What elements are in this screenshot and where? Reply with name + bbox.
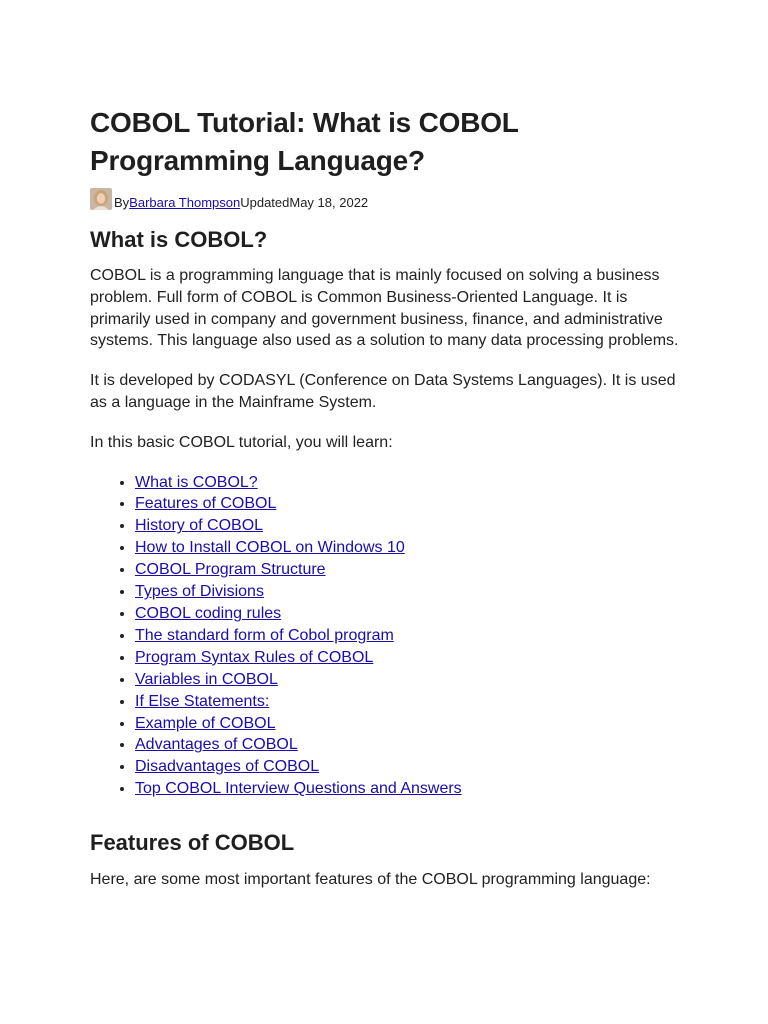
toc-link[interactable]: The standard form of Cobol program	[135, 626, 394, 644]
toc-link[interactable]: COBOL Program Structure	[135, 561, 326, 579]
toc-link[interactable]: COBOL coding rules	[135, 605, 282, 623]
toc-link[interactable]: Example of COBOL	[135, 714, 276, 732]
toc-item	[135, 625, 680, 647]
toc-link[interactable]: Top COBOL Interview Questions and Answers	[135, 780, 462, 798]
toc-link[interactable]: Variables in COBOL	[135, 670, 278, 688]
page-title: COBOL Tutorial: What is COBOL Programming Language?	[90, 107, 519, 176]
toc-item	[135, 581, 680, 603]
toc-link[interactable]: How to Install COBOL on Windows 10	[135, 539, 405, 557]
toc-intro-paragraph: In this basic COBOL tutorial, you will learn:	[90, 433, 393, 451]
byline	[90, 186, 680, 210]
byline-by: By	[114, 195, 130, 210]
toc-item	[135, 734, 680, 756]
intro-paragraph: COBOL is a programming language that is mainly focused on solving a business problem. Full form of COBOL is Common Business-Oriented Language. It is primarily used in company and government business, finance, and administrative systems. This language also used as a solution to many data processing problems.	[90, 267, 679, 350]
toc-item	[135, 756, 680, 778]
section-heading-what-is-cobol: What is COBOL?	[90, 227, 268, 252]
codasyl-paragraph: It is developed by CODASYL (Conference on Data Systems Languages). It is used as a language in the Mainframe System.	[90, 372, 676, 411]
toc-link[interactable]: History of COBOL	[135, 517, 264, 535]
author-avatar	[90, 188, 112, 210]
toc-item	[135, 537, 680, 559]
byline-updated-label: Updated	[240, 195, 290, 210]
toc-item	[135, 778, 680, 800]
author-link[interactable]: Barbara Thompson	[129, 195, 241, 210]
toc-item	[135, 669, 680, 691]
toc-item	[135, 691, 680, 713]
toc-item	[135, 603, 680, 625]
toc-link[interactable]: Advantages of COBOL	[135, 736, 298, 754]
toc-link[interactable]: Features of COBOL	[135, 495, 277, 513]
features-intro-paragraph: Here, are some most important features of the COBOL programming language:	[90, 871, 651, 889]
toc-item	[135, 493, 680, 515]
toc-item	[135, 713, 680, 735]
toc-link[interactable]: Types of Divisions	[135, 583, 264, 601]
toc-link[interactable]: Program Syntax Rules of COBOL	[135, 648, 374, 666]
byline-date: May 18, 2022	[289, 195, 369, 210]
article	[90, 104, 680, 891]
table-of-contents	[90, 472, 680, 801]
toc-item	[135, 472, 680, 494]
section-heading-features-of-cobol: Features of COBOL	[90, 830, 295, 856]
toc-link[interactable]: What is COBOL?	[135, 473, 258, 491]
toc-link[interactable]: Disadvantages of COBOL	[135, 758, 320, 776]
toc-item	[135, 559, 680, 581]
toc-link[interactable]: If Else Statements:	[135, 692, 270, 710]
toc-item	[135, 515, 680, 537]
toc-item	[135, 647, 680, 669]
